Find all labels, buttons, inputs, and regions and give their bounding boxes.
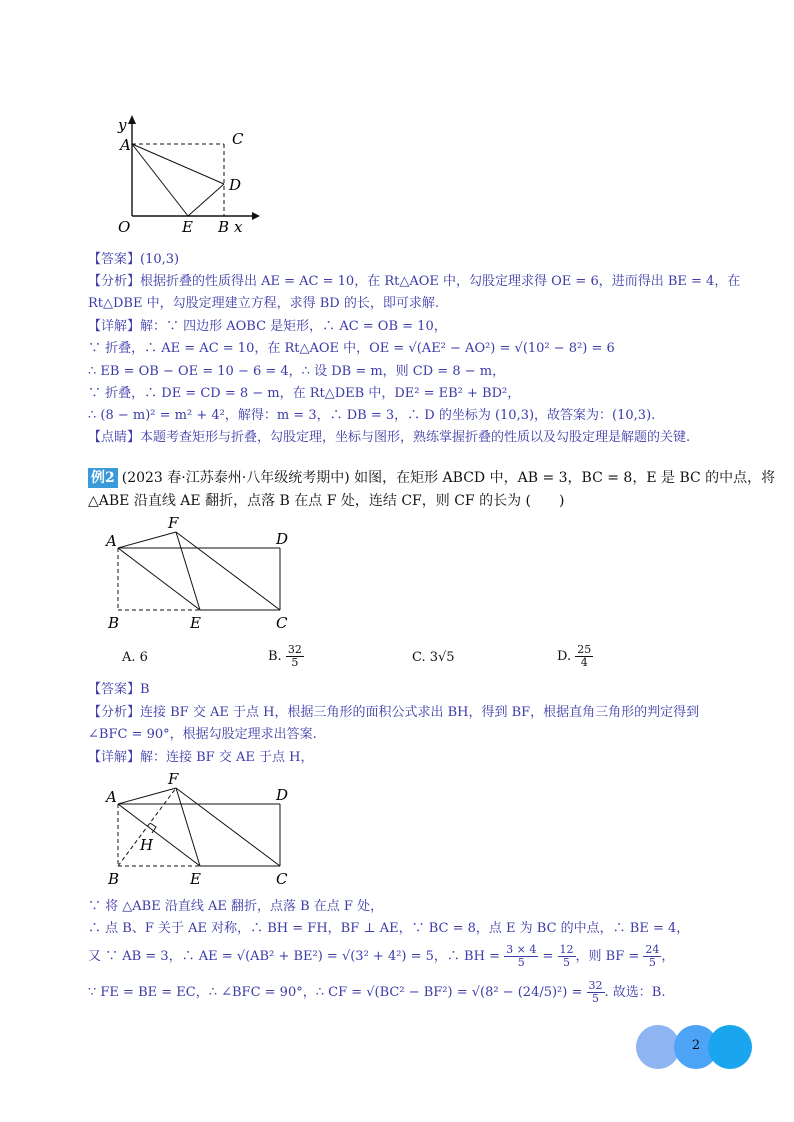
ex1-detail-line5: ∴ (8 − m)² = m² + 4²，解得：m = 3，∴ DB = 3，∴ D 的坐标为 (10,3)，故答案为：(10,3).	[88, 408, 656, 423]
label-E: E	[190, 870, 201, 888]
label-A: A	[120, 136, 131, 154]
label-F: F	[168, 514, 179, 532]
ex2-detail-line1: 【详解】解：连接 BF 交 AE 于点 H，	[88, 750, 314, 765]
label-B: B	[108, 614, 120, 632]
ex2-analysis-line2: ∠BFC = 90°，根据勾股定理求出答案.	[88, 727, 317, 742]
label-D: D	[276, 530, 289, 548]
label-E: E	[190, 614, 201, 632]
ex1-detail-line4: ∵ 折叠，∴ DE = CD = 8 − m，在 Rt△DEB 中，DE² = EB² + BD²，	[88, 386, 521, 401]
option-d: D. $\frac{25}{4}$	[557, 643, 592, 669]
label-F: F	[168, 770, 179, 788]
ex2-solution-line4: ∵ FE = BE = EC，∴ ∠BFC = 90°，∴ CF = √(BC² − BF²) = √(8² − (24/5)²) = $\frac{32}{5}$ . 故选：B.	[88, 979, 666, 1005]
figure-rectangle-fold	[104, 512, 304, 634]
ex2-solution-line2: ∴ 点 B、F 关于 AE 对称，∴ BH = FH，BF ⊥ AE，∵ BC = 8，点 E 为 BC 的中点，∴ BE = 4，	[88, 921, 690, 936]
ex1-detail-line2: ∵ 折叠，∴ AE = AC = 10，在 Rt△AOE 中，OE = √(AE² − AO²) = √(10² − 8²) = 6	[88, 341, 615, 356]
ex2-solution-line1: ∵ 将 △ABE 沿直线 AE 翻折，点落 B 在点 F 处，	[88, 899, 384, 914]
ex1-detail-line3: ∴ EB = OB − OE = 10 − 6 = 4，∴ 设 DB = m，则 CD = 8 − m，	[88, 364, 506, 379]
option-c: C. 3√5	[412, 650, 455, 665]
example-badge: 例2	[88, 468, 118, 488]
figure-coordinate-diagram	[108, 112, 268, 237]
label-y: y	[118, 116, 127, 134]
ex1-detail-line1: 【详解】解：∵ 四边形 AOBC 是矩形，∴ AC = OB = 10，	[88, 319, 447, 334]
label-H: H	[140, 836, 154, 854]
ex2-stem-line2: △ABE 沿直线 AE 翻折，点落 B 在点 F 处，连结 CF，则 CF 的长为 ( )	[88, 493, 565, 509]
ex1-analysis-line2: Rt△DBE 中，勾股定理建立方程，求得 BD 的长，即可求解.	[88, 296, 439, 311]
page-number: 2	[691, 1038, 701, 1053]
option-a: A. 6	[122, 650, 148, 665]
label-C: C	[276, 870, 288, 888]
ex2-analysis-line1: 【分析】连接 BF 交 AE 于点 H，根据三角形的面积公式求出 BH，得到 BF，根据直角三角形的判定得到	[88, 705, 700, 720]
ex2-solution-line3: 又 ∵ AB = 3，∴ AE = √(AB² + BE²) = √(3² + 4²) = 5，∴ BH = $\frac{3 \times 4}{5}$ = $\frac{12}{5}$ ，则 BF = $\frac{24}{5}$ ，	[88, 943, 675, 969]
label-B: B	[108, 870, 120, 888]
ex2-answer: 【答案】B	[88, 682, 150, 697]
label-D: D	[276, 786, 289, 804]
label-C: C	[276, 614, 288, 632]
label-B: B	[218, 218, 230, 236]
ex1-answer: 【答案】(10,3)	[88, 252, 180, 267]
ex2-stem-line1: 例2 (2023 春·江苏泰州·八年级统考期中) 如图，在矩形 ABCD 中，AB = 3，BC = 8，E 是 BC 的中点，将	[88, 468, 775, 488]
label-O: O	[118, 218, 131, 236]
label-x: x	[234, 218, 243, 236]
label-A: A	[106, 788, 117, 806]
label-D: D	[229, 176, 242, 194]
ex1-comment: 【点睛】本题考查矩形与折叠，勾股定理，坐标与图形，熟练掌握折叠的性质以及勾股定理是解题的关键.	[88, 430, 691, 445]
option-b: B. $\frac{32}{5}$	[268, 643, 302, 669]
label-C: C	[232, 130, 244, 148]
label-E: E	[182, 218, 193, 236]
ex1-analysis-line1: 【分析】根据折叠的性质得出 AE = AC = 10，在 Rt△AOE 中，勾股定理求得 OE = 6，进而得出 BE = 4，在	[88, 274, 741, 289]
figure-rectangle-fold-with-h	[104, 768, 304, 890]
label-A: A	[106, 532, 117, 550]
